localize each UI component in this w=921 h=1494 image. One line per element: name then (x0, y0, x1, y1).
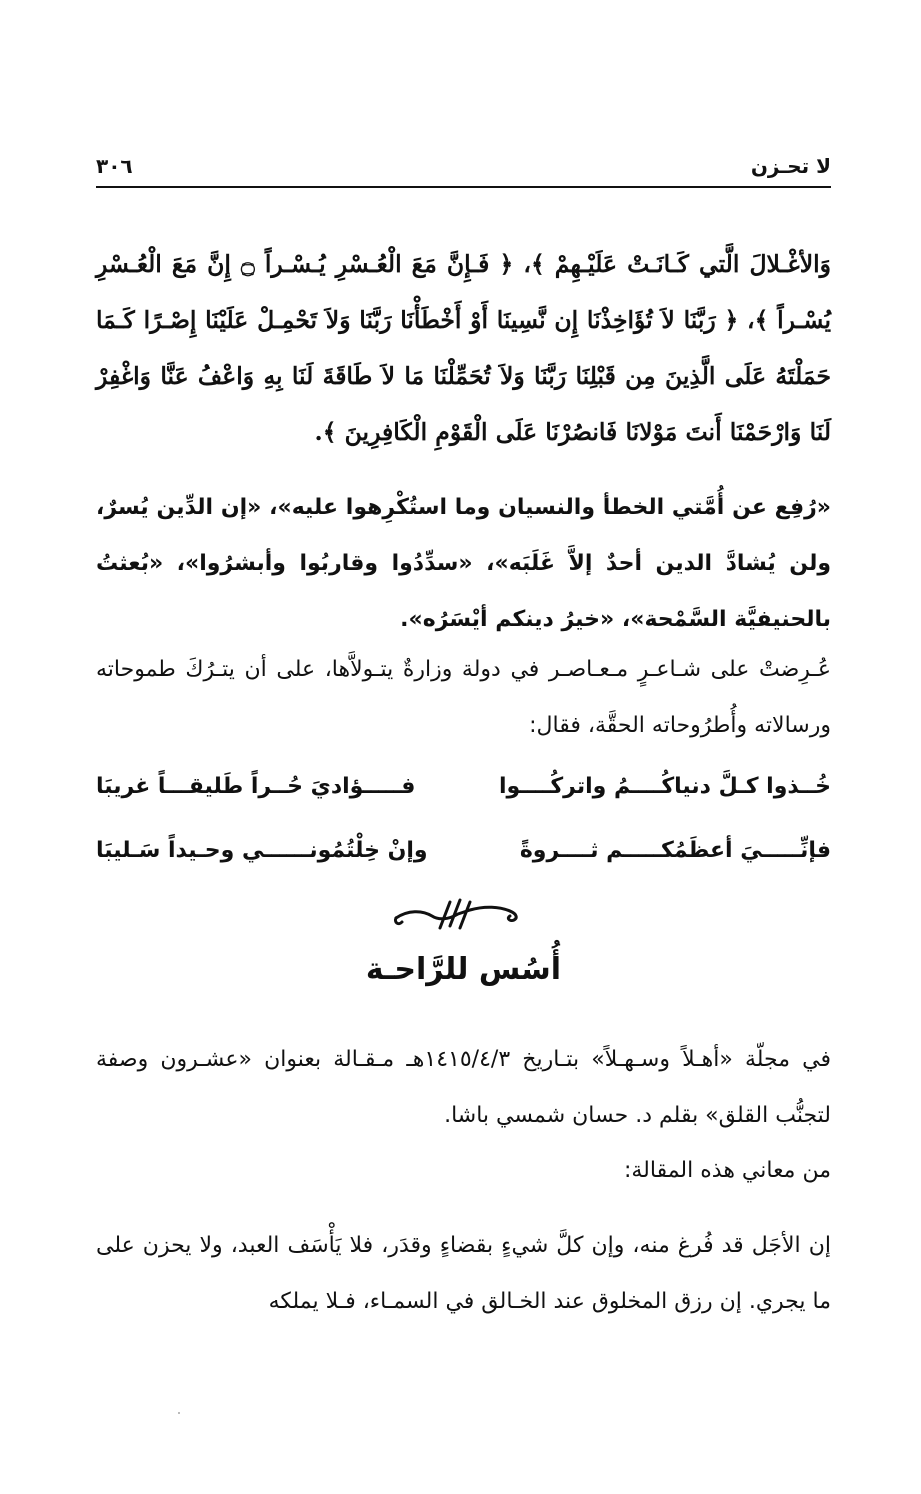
quran-passage: وَالأغْـلالَ الَّتي كَـانَـتْ عَلَيْـهِمْ ﴾، ﴿ فَـإِنَّ مَعَ الْعُـسْرِ يُـسْـراً ۝ إِنَّ مَعَ الْعُـسْرِ يُسْـراً ﴾، ﴿ رَبَّنَا لاَ تُؤَاخِذْنَا إِن نَّسِينَا أَوْ أَخْطَأْنَا رَبَّنَا وَلاَ تَحْمِـلْ عَلَيْنَا إِصْـرًا كَـمَا حَمَلْتَهُ عَلَى الَّذِينَ مِن قَبْلِنَا رَبَّنَا وَلاَ تُحَمِّلْنَا مَا لاَ طَاقَةَ لَنَا بِهِ وَاعْفُ عَنَّا وَاغْفِرْ لَنَا وَارْحَمْنَا أَنتَ مَوْلانَا فَانصُرْنَا عَلَى الْقَوْمِ الْكَافِرِينَ ﴾. (96, 250, 831, 446)
story-passage: عُـرِضتْ على شـاعـرٍ مـعـاصـر في دولة وزارةٌ يتـولاَّها، على أن يتـرُكَ طموحاته ورسالاته وأُطرُوحاته الحقَّة، فقال: (96, 657, 831, 738)
page-number: ٣٠٦ (96, 154, 133, 178)
poem-verse-1 (96, 774, 831, 799)
body-passage: إن الأجَل قد فُرغ منه، وإن كلَّ شيءٍ بقضاءٍ وقدَر، فلا يَأْسَف العبد، ولا يحزن على ما يجري. إن رزق المخلوق عند الخـالق في السمـاء، فـلا يملكه (96, 1233, 831, 1314)
poem-verse-2 (96, 838, 831, 863)
meanings-heading: من معاني هذه المقالة: (623, 1158, 831, 1183)
section-title: أُسُس للرَّاحـة (365, 952, 562, 987)
intro-passage: في مجلّة «أهـلاً وسـهـلاً» بتـاريخ ١٤١٥/٤/٣هـ مـقـالة بعنوان «عشـرون وصفة لتجنُّب القلق» بقلم د. حسان شمسي باشا. (96, 1047, 831, 1128)
poem-verse-1-first-hemistich: خُــذوا كـلَّ دنياكُــــمُ واتركُــــوا (498, 774, 831, 799)
poem-verse-2-first-hemistich: فإنِّـــــيَ أعظَمُكـــــم ثــــروةً (519, 838, 831, 863)
poem-verse-1-second-hemistich: فـــــؤاديَ حُــراً طَليقـــاً غريبَا (96, 774, 416, 799)
scan-speck (178, 1412, 180, 1414)
page-header (96, 146, 831, 188)
section-divider-ornament (388, 888, 528, 936)
poem-verse-2-second-hemistich: وإنْ خِلْتُمُونــــــي وحـيداً سَـليبَا (96, 838, 428, 863)
running-title: لا تحـزن (750, 154, 831, 178)
hadith-passage: «رُفِع عن أُمَّتي الخطأ والنسيان وما استُكْرِهوا عليه»، «إن الدِّين يُسرٌ، ولن يُشادَّ الدين أحدٌ إلاَّ غَلَبَه»، «سدِّدُوا وقاربُوا وأبشرُوا»، «بُعثتُ بالحنيفيَّة السَّمْحة»، «خيرُ دينكم أيْسَرُه». (96, 495, 831, 632)
